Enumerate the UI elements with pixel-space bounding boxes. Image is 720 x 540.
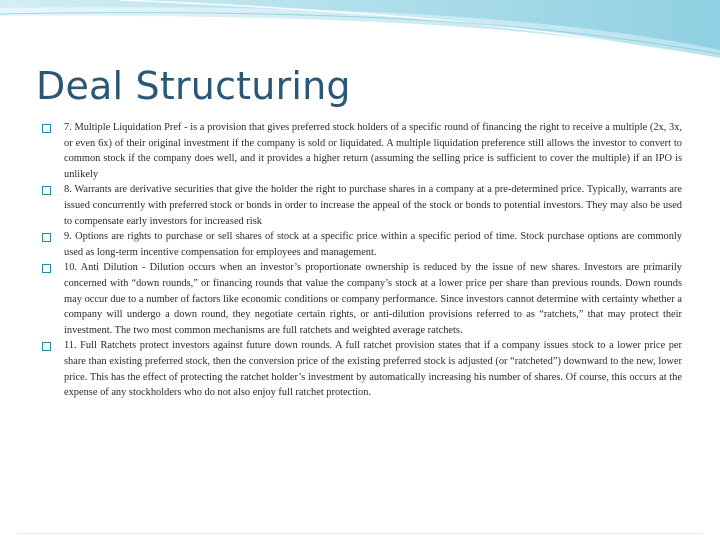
checkbox-square-icon <box>42 186 51 195</box>
checkbox-square-icon <box>42 233 51 242</box>
bullet-text: 7. Multiple Liquidation Pref - is a provision that gives preferred stock holders of a specific round of financing the right to receive a multiple (2x, 3x, or even 6x) of their original investment if the company is sold or liquidated. A multiple liquidation preference still allows the investor to convert to common stock if the company does well, and it provides a higher return (assuming the selling price is sufficient to cover the multiple) if an IPO is unlikely <box>64 122 682 180</box>
bullet-text: 8. Warrants are derivative securities that give the holder the right to purchase shares in a company at a pre-determined price. Typically, warrants are issued concurrently with preferred stock or bonds in order to increase the appeal of the stock or bonds to potential investors. They may also be used to compensate early investors for increased risk <box>64 184 682 227</box>
bullet-item <box>42 182 682 229</box>
bullet-item <box>42 260 682 338</box>
bullet-item <box>42 120 682 182</box>
bullet-item <box>42 338 682 400</box>
bullet-text: 10. Anti Dilution - Dilution occurs when an investor’s proportionate ownership is reduced by the issue of new shares. Investors are primarily concerned with “down rounds,” or financing rounds that value the company’s stock at a lower price per share than previous rounds. Down rounds may occur due to a number of factors like economic conditions or company performance. Since investors cannot determine with certainty whether a company will undergo a down round, they negotiate certain rights, or anti-dilution provisions referred to as “ratchets,” that may protect their investment. The two most common mechanisms are full ratchets and weighted average ratchets. <box>64 262 682 336</box>
checkbox-square-icon <box>42 342 51 351</box>
bullet-text: 11. Full Ratchets protect investors against future down rounds. A full ratchet provision states that if a company issues stock to a lower price per share than existing preferred stock, then the conversion price of the existing preferred stock is adjusted (or “ratcheted”) downward to the new, lower price. This has the effect of protecting the ratchet holder’s investment by automatically increasing his number of shares. Of course, this occurs at the expense of any stockholders who do not also enjoy full ratchet protection. <box>64 340 682 399</box>
checkbox-square-icon <box>42 264 51 273</box>
slide-title: Deal Structuring <box>36 64 351 108</box>
bullet-text: 9. Options are rights to purchase or sell shares of stock at a specific price within a specific period of time. Stock purchase options are commonly used as long-term incentive compensation for employees and management. <box>64 231 682 258</box>
footer-divider <box>18 533 702 534</box>
bullet-item <box>42 229 682 260</box>
checkbox-square-icon <box>42 124 51 133</box>
header-swoosh-decoration <box>0 0 720 70</box>
bullet-list <box>42 120 682 401</box>
